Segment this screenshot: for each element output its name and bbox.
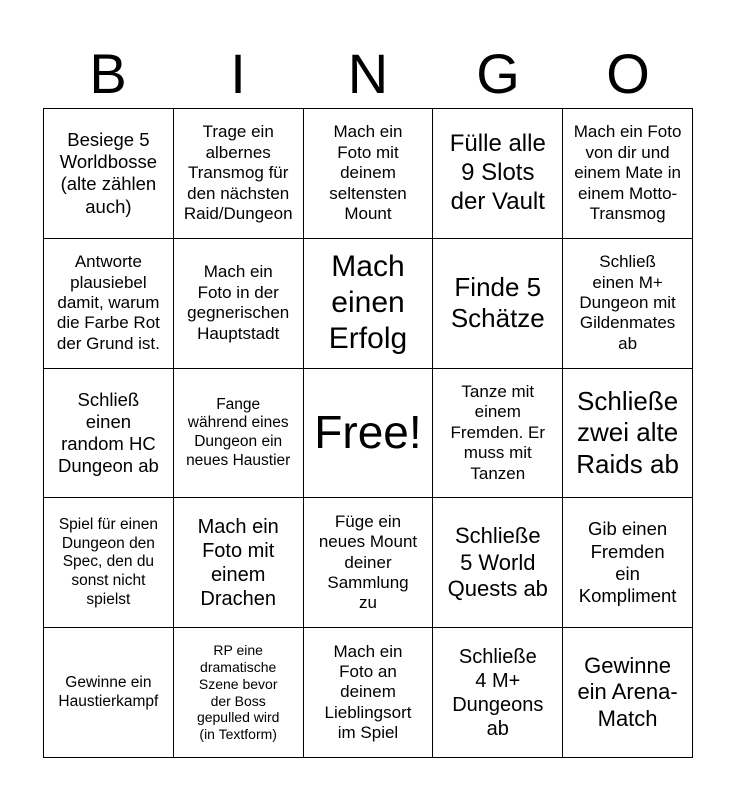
header-letter-i: I [230,42,246,105]
bingo-cell[interactable]: Trage ein albernes Transmog für den nächsten Raid/Dungeon [174,109,304,239]
bingo-cell[interactable]: Gib einen Fremden ein Kompliment [563,498,693,628]
bingo-cell[interactable]: Fülle alle 9 Slots der Vault [433,109,563,239]
bingo-cell[interactable]: Mach ein Foto in der gegnerischen Hauptstadt [174,239,304,369]
bingo-cell[interactable]: Mach ein Foto von dir und einem Mate in einem Motto- Transmog [563,109,693,239]
bingo-header [43,40,693,108]
bingo-cell[interactable]: Spiel für einen Dungeon den Spec, den du sonst nicht spielst [44,498,174,628]
bingo-cell[interactable]: Schließ einen random HC Dungeon ab [44,369,174,499]
bingo-cell[interactable]: Besiege 5 Worldbosse (alte zählen auch) [44,109,174,239]
free-space-cell[interactable]: Free! [304,369,434,499]
bingo-cell[interactable]: Mach ein Foto an deinem Lieblingsort im Spiel [304,628,434,758]
bingo-cell[interactable]: Schließe zwei alte Raids ab [563,369,693,499]
header-letter-b: B [89,42,127,105]
header-letter-g: G [476,42,520,105]
bingo-cell[interactable]: Schließ einen M+ Dungeon mit Gildenmates ab [563,239,693,369]
bingo-cell[interactable]: Mach ein Foto mit einem Drachen [174,498,304,628]
bingo-cell[interactable]: Schließe 5 World Quests ab [433,498,563,628]
bingo-cell[interactable]: Mach ein Foto mit deinem seltensten Mount [304,109,434,239]
bingo-grid [43,108,693,758]
bingo-cell[interactable]: Füge ein neues Mount deiner Sammlung zu [304,498,434,628]
header-letter-n: N [347,42,389,105]
bingo-cell[interactable]: Tanze mit einem Fremden. Er muss mit Tanzen [433,369,563,499]
bingo-cell[interactable]: Mach einen Erfolg [304,239,434,369]
bingo-cell[interactable]: Gewinne ein Arena- Match [563,628,693,758]
bingo-cell[interactable]: RP eine dramatische Szene bevor der Boss gepulled wird (in Textform) [174,628,304,758]
bingo-cell[interactable]: Finde 5 Schätze [433,239,563,369]
header-letter-o: O [606,42,650,105]
bingo-cell[interactable]: Fange während eines Dungeon ein neues Haustier [174,369,304,499]
bingo-cell[interactable]: Gewinne ein Haustierkampf [44,628,174,758]
bingo-cell[interactable]: Antworte plausiebel damit, warum die Farbe Rot der Grund ist. [44,239,174,369]
bingo-cell[interactable]: Schließe 4 M+ Dungeons ab [433,628,563,758]
